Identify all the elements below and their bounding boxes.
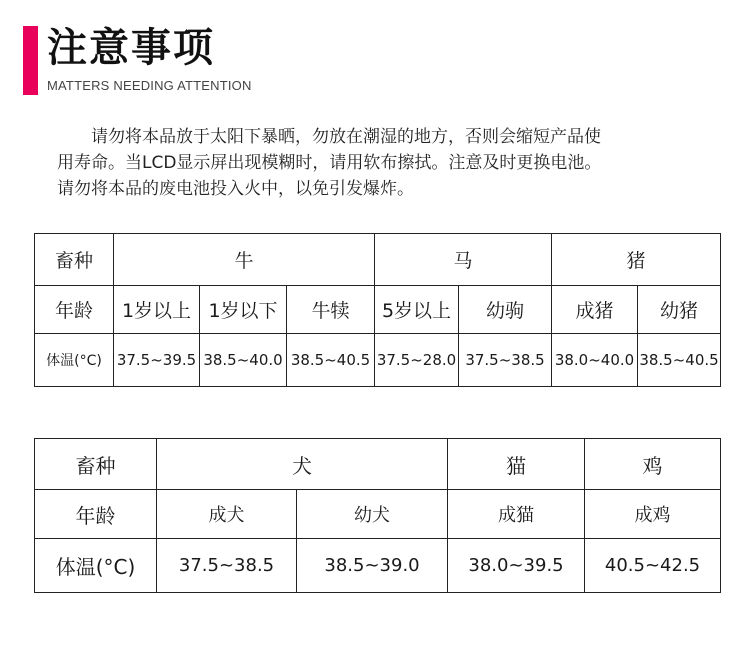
table-row [35,234,721,286]
species-cell: 犬 [157,439,448,490]
species-cell: 牛 [114,234,375,286]
table-row [35,334,721,387]
temperature-cell: 37.5~28.0 [375,334,459,387]
row-label-species: 畜种 [35,439,157,490]
age-cell: 成猪 [552,286,638,334]
species-cell: 马 [375,234,552,286]
temperature-cell: 37.5~39.5 [114,334,200,387]
notice-text [57,124,697,202]
temperature-table-livestock [34,233,721,387]
table-row [35,490,721,539]
species-cell: 猫 [448,439,585,490]
temperature-cell: 38.5~40.5 [638,334,721,387]
table-row [35,286,721,334]
page-title: 注意事项 [47,25,215,71]
temperature-table-pets-poultry [34,438,721,593]
row-label-species: 畜种 [35,234,114,286]
temperature-cell: 38.5~39.0 [297,539,448,593]
temperature-cell: 38.0~40.0 [552,334,638,387]
row-label-age: 年龄 [35,490,157,539]
temperature-cell: 38.5~40.5 [287,334,375,387]
page-subtitle: MATTERS NEEDING ATTENTION [47,78,252,93]
temperature-cell: 38.5~40.0 [200,334,287,387]
row-label-temperature: 体温(°C) [35,539,157,593]
age-cell: 幼犬 [297,490,448,539]
row-label-temperature: 体温(°C) [35,334,114,387]
age-cell: 成猫 [448,490,585,539]
age-cell: 成鸡 [585,490,721,539]
species-cell: 鸡 [585,439,721,490]
species-cell: 猪 [552,234,721,286]
age-cell: 1岁以下 [200,286,287,334]
table-row [35,439,721,490]
age-cell: 幼驹 [459,286,552,334]
table-row [35,539,721,593]
temperature-cell: 37.5~38.5 [459,334,552,387]
notice-line: 请勿将本品放于太阳下暴晒，勿放在潮湿的地方，否则会缩短产品使 [57,127,601,147]
row-label-age: 年龄 [35,286,114,334]
temperature-cell: 37.5~38.5 [157,539,297,593]
age-cell: 幼猪 [638,286,721,334]
age-cell: 5岁以上 [375,286,459,334]
temperature-cell: 40.5~42.5 [585,539,721,593]
age-cell: 牛犊 [287,286,375,334]
title-accent-bar [23,26,38,95]
age-cell: 1岁以上 [114,286,200,334]
notice-line: 用寿命。当LCD显示屏出现模糊时，请用软布擦拭。注意及时更换电池。 [57,153,602,173]
notice-line: 请勿将本品的废电池投入火中，以免引发爆炸。 [57,179,414,199]
age-cell: 成犬 [157,490,297,539]
temperature-cell: 38.0~39.5 [448,539,585,593]
